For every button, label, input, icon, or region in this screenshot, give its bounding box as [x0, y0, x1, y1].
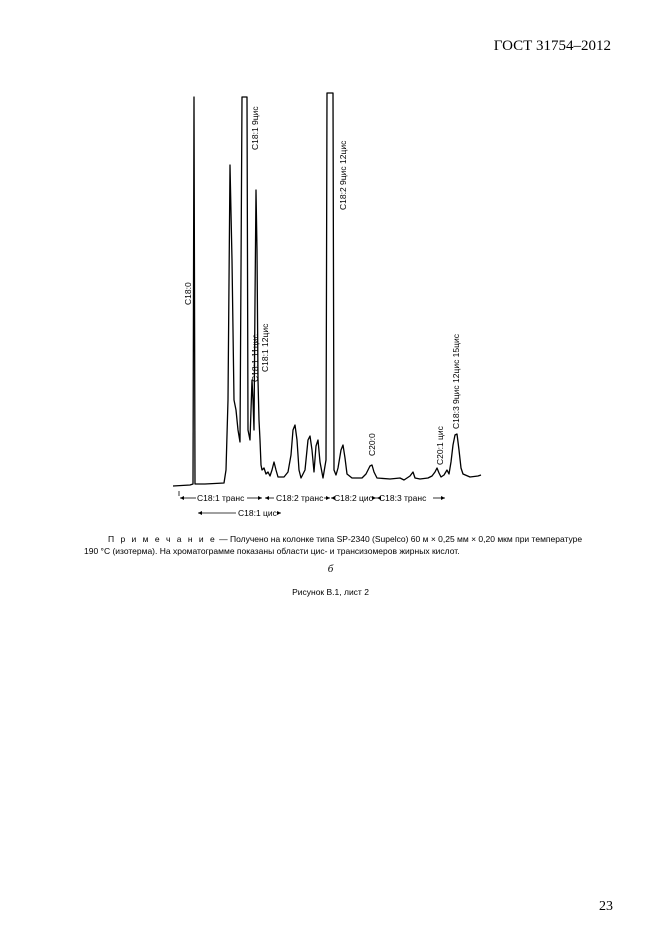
- region-label-c18-1-trans: C18:1 транс: [197, 493, 245, 503]
- note: [84, 533, 584, 557]
- region-c18-3-trans: [376, 493, 445, 503]
- region-c18-2-cis: [331, 493, 376, 503]
- peak-label-c18-0: C18:0: [183, 282, 193, 305]
- note-lead: П р и м е ч а н и е: [108, 534, 217, 544]
- peak-label-c18-1-9cis: C18:1 9цис: [250, 106, 260, 150]
- panel-letter: б: [327, 563, 334, 575]
- figure-caption: Рисунок В.1, лист 2: [292, 587, 369, 597]
- peak-label-c18-3-9cis12cis15cis: C18:3 9цис 12цис 15цис: [451, 333, 461, 429]
- region-label-c18-3-trans: C18:3 транс: [379, 493, 427, 503]
- peak-label-c20-0: C20:0: [367, 433, 377, 456]
- region-c18-1-trans: [179, 491, 262, 503]
- peak-label-c18-2-9cis12cis: C18:2 9цис 12цис: [338, 140, 348, 210]
- region-label-c18-2-cis: C18:2 цис: [334, 493, 373, 503]
- peak-label-c20-1-cis: C20:1 цис: [435, 426, 445, 465]
- note-text: — Получено на колонке типа SP-2340 (Supelco) 60 м × 0,25 мм × 0,20 мкм при температуре 190 °С (изотерма). На хроматограмме показаны области цис- и трансизомеров жирных кислот.: [84, 534, 583, 556]
- region-label-c18-1-cis: C18:1 цис: [238, 508, 277, 518]
- peak-label-c18-1-11cis: C18:1 11цис: [250, 334, 260, 382]
- standard-number: ГОСТ 31754–2012: [493, 38, 611, 54]
- page-number: 23: [599, 899, 613, 914]
- peak-label-c18-1-12cis: C18:1 12цис: [260, 323, 270, 372]
- region-c18-2-trans: [265, 493, 330, 503]
- region-c18-1-cis: [198, 508, 281, 518]
- region-label-c18-2-trans: C18:2 транс: [276, 493, 324, 503]
